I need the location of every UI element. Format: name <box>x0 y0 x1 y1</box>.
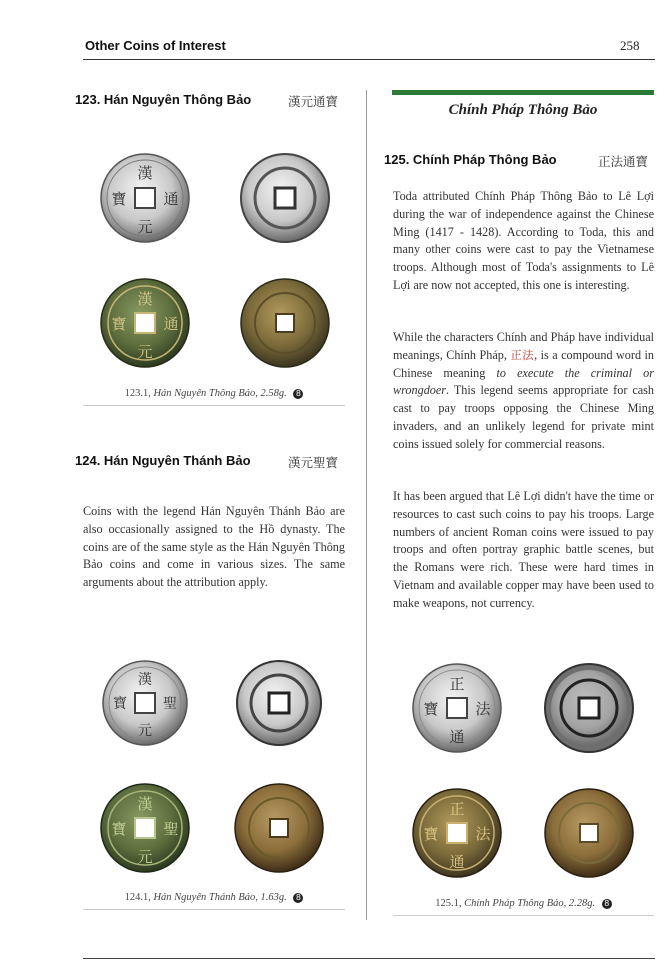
p2-chinese: 正法 <box>510 347 535 362</box>
coin-glyph: 寶 <box>111 317 127 333</box>
coin-125-obverse-photo <box>413 789 501 877</box>
running-header-title: Other Coins of Interest <box>85 38 226 53</box>
p2-part-a: While the characters Chính and Pháp have individual meanings, Chính Pháp, <box>393 330 654 362</box>
caption-124 <box>83 892 345 903</box>
coin-glyph: 法 <box>475 827 491 843</box>
section-125-paragraph-3: It has been argued that Lê Lợi didn't have the time or resources to cast such coins to pay his troops. Large numbers of ancient Roman coins were issued to pay troops and often portray graphic battle scenes, but the Romans were rich. These were hard times in Vietnam and available copper may have been used to make weapons, not currency. <box>393 489 654 610</box>
coin-124-reverse-photo <box>235 784 323 872</box>
coin-glyph: 漢 <box>138 673 152 688</box>
coin-124-reverse-rubbing <box>237 661 321 745</box>
coin-glyph: 聖 <box>163 822 179 838</box>
section-125-paragraph-2 <box>393 329 654 454</box>
coin-glyph: 寶 <box>423 702 439 718</box>
coin-glyph: 漢 <box>137 166 153 182</box>
caption-rule <box>83 909 345 910</box>
coin-124-obverse-rubbing <box>103 661 187 745</box>
rarity-badge: 8 <box>293 893 303 903</box>
coin-glyph: 法 <box>475 702 491 718</box>
coin-123-reverse-photo <box>241 279 329 367</box>
coin-glyph: 通 <box>163 317 179 333</box>
coin-glyph: 寶 <box>113 697 127 712</box>
coin-photos-124 <box>95 655 345 880</box>
coin-glyph: 通 <box>449 855 465 871</box>
coin-glyph: 寶 <box>423 827 439 843</box>
coin-glyph: 通 <box>449 730 465 746</box>
caption-123 <box>83 388 345 399</box>
caption-rule <box>393 915 654 916</box>
coin-glyph: 聖 <box>163 697 177 712</box>
caption-123-number: 123.1, <box>124 388 151 399</box>
page-number: 258 <box>620 38 640 53</box>
caption-125 <box>393 898 654 909</box>
rarity-badge: 8 <box>293 389 303 399</box>
coin-glyph: 元 <box>137 345 153 361</box>
coin-glyph: 通 <box>163 192 179 208</box>
caption-125-number: 125.1, <box>435 898 462 909</box>
section-125-heading: 125. Chính Pháp Thông Bảo <box>384 152 557 167</box>
caption-124-name: Hán Nguyên Thánh Bảo, 1.63g. <box>153 892 287 903</box>
coin-glyph: 元 <box>138 724 152 739</box>
coin-glyph: 寶 <box>111 822 127 838</box>
coin-123-reverse-rubbing <box>241 154 329 242</box>
header-rule <box>83 59 655 60</box>
p2-part-c: . This legend seems appropriate for cash cast to pay troops opposing the Chinese Ming invaders, and an unlikely legend for private mint coins issued solely for commercial reasons. <box>393 383 654 451</box>
section-accent-bar <box>392 90 654 95</box>
coin-glyph: 寶 <box>111 192 127 208</box>
coin-photos-123 <box>95 150 345 375</box>
coin-glyph: 漢 <box>137 292 153 308</box>
section-124-chinese: 漢元聖寶 <box>288 455 339 470</box>
section-123-heading: 123. Hán Nguyên Thông Bảo <box>75 92 252 107</box>
caption-125-name: Chính Pháp Thông Bảo, 2.28g. <box>464 898 596 909</box>
coin-photos-125 <box>405 660 655 885</box>
section-125-chinese: 正法通寶 <box>598 154 649 169</box>
column-divider <box>366 90 367 920</box>
coin-125-reverse-photo <box>545 789 633 877</box>
p2-part-b: , is a compound word in Chinese meaning <box>393 347 654 380</box>
section-124-text: Coins with the legend Hán Nguyên Thánh Bảo are also occasionally assigned to the Hồ dynasty. The coins are of the same style as the Hán Nguyên Thông Bảo coins and come in various sizes. The same arguments about the attribution apply. <box>83 504 345 590</box>
caption-rule <box>83 405 345 406</box>
coin-glyph: 元 <box>137 850 153 866</box>
right-column-title: Chính Pháp Thông Bảo <box>448 102 598 118</box>
coin-125-reverse-rubbing <box>545 664 633 752</box>
p2-italic-meaning: to execute the criminal or wrongdoer <box>393 365 654 398</box>
section-125-paragraph-1: Toda attributed Chính Pháp Thông Bảo to Lê Lợi during the war of independence against the Chinese Ming (1417 - 1428). According to Toda, this and many other coins were cast to pay the Vietnamese troops. Although most of Toda's assignments to Lê Lợi are now not accepted, this one is interesting. <box>393 189 654 292</box>
coin-glyph: 元 <box>137 220 153 236</box>
caption-124-number: 124.1, <box>124 892 151 903</box>
coin-glyph: 正 <box>449 802 465 818</box>
footer-rule <box>83 958 655 959</box>
rarity-badge: 8 <box>602 899 612 909</box>
caption-123-name: Hán Nguyên Thông Bảo, 2.58g. <box>153 388 287 399</box>
coin-123-obverse-rubbing <box>101 154 189 242</box>
coin-123-obverse-photo <box>101 279 189 367</box>
coin-125-obverse-rubbing <box>413 664 501 752</box>
coin-124-obverse-photo <box>101 784 189 872</box>
coin-glyph: 正 <box>449 677 465 693</box>
section-124-heading: 124. Hán Nguyên Thánh Bảo <box>75 453 251 468</box>
section-123-chinese: 漢元通寶 <box>288 94 339 109</box>
coin-glyph: 漢 <box>137 797 153 813</box>
